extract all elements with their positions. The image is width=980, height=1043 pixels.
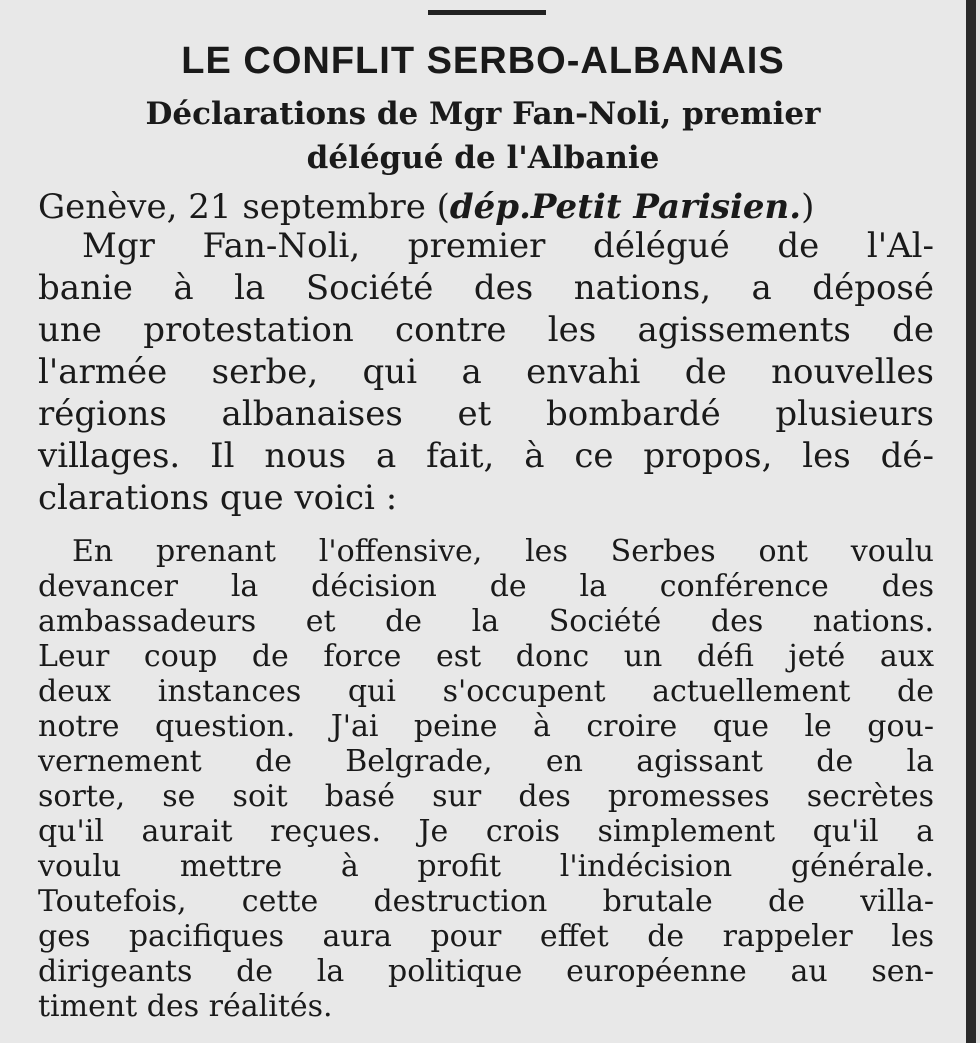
quote-line: timent des réalités. [38, 989, 333, 1024]
quote-line: vernement de Belgrade, en agissant de la [38, 744, 934, 779]
dateline-place-date: Genève, 21 septembre ( [38, 187, 450, 227]
quote-line: qu'il aurait reçues. Je crois simplement qu'il a [38, 814, 934, 849]
dateline-close: ) [801, 187, 815, 227]
quote-line: Toutefois, cette destruction brutale de villa- [38, 884, 934, 919]
quote-line: ambassadeurs et de la Société des nations. [38, 604, 934, 639]
quote-line: En prenant l'offensive, les Serbes ont voulu [72, 534, 934, 569]
lead-line: régions albanaises et bombardé plusieurs [38, 394, 934, 434]
lead-line: clarations que voici : [38, 478, 398, 518]
quote-line: notre question. J'ai peine à croire que le gou- [38, 709, 934, 744]
lead-line: Mgr Fan-Noli, premier délégué de l'Al- [82, 226, 934, 266]
subheadline [40, 92, 926, 180]
column-rule [966, 0, 976, 1043]
top-rule [428, 10, 546, 15]
dateline-credit: dép.Petit Parisien. [449, 187, 802, 227]
quote-line: ges pacifiques aura pour effet de rappeler les [38, 919, 934, 954]
subhead-line-1: Déclarations de Mgr Fan-Noli, premier [145, 96, 821, 132]
quote-line: deux instances qui s'occupent actuellement de [38, 674, 934, 709]
headline: LE CONFLIT SERBO-ALBANAIS [181, 40, 785, 82]
quote-line: voulu mettre à profit l'indécision générale. [38, 849, 934, 884]
lead-line: l'armée serbe, qui a envahi de nouvelles [38, 352, 934, 392]
dateline [38, 186, 938, 228]
lead-line: une protestation contre les agissements de [38, 310, 934, 350]
lead-line: banie à la Société des nations, a déposé [38, 268, 934, 308]
quote-line: Leur coup de force est donc un défi jeté aux [38, 639, 934, 674]
subhead-line-2: délégué de l'Albanie [306, 140, 660, 176]
quote-line: sorte, se soit basé sur des promesses secrètes [38, 779, 934, 814]
quote-line: dirigeants de la politique européenne au sen- [38, 954, 934, 989]
quote-line: devancer la décision de la conférence des [38, 569, 934, 604]
lead-line: villages. Il nous a fait, à ce propos, les dé- [38, 436, 934, 476]
